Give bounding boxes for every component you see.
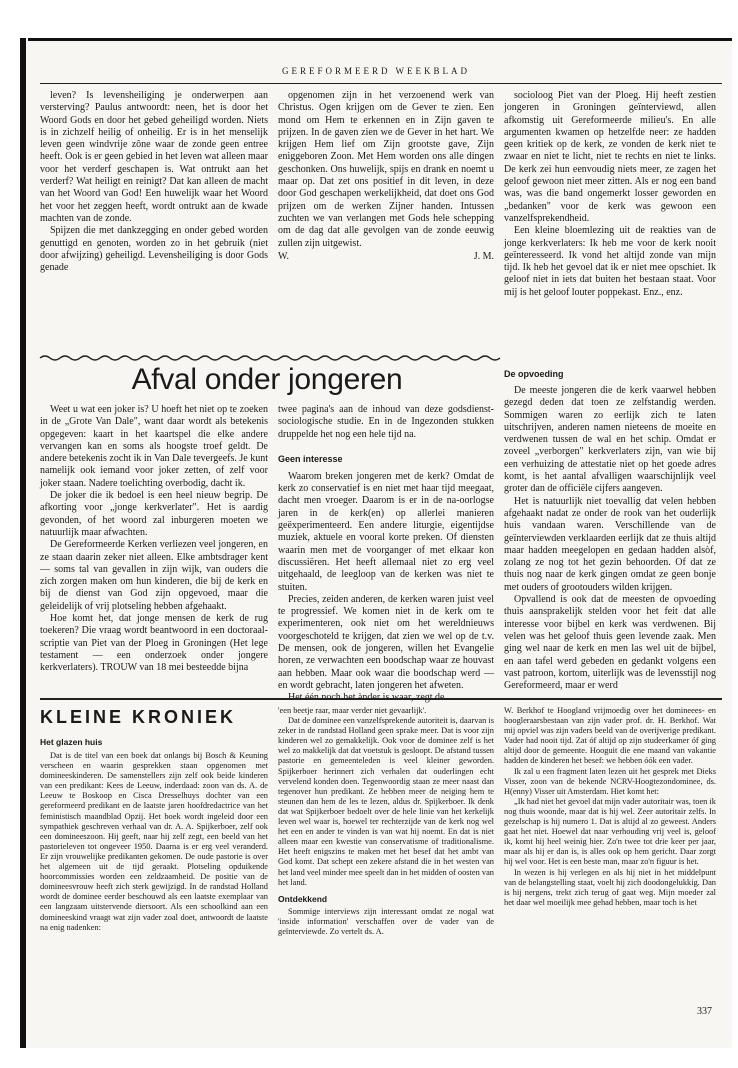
kroniek-column-3 [504, 706, 716, 1004]
kroniek-column-2 [278, 706, 494, 1008]
signature-line [278, 251, 494, 263]
top-column-1 [40, 90, 268, 352]
paragraph: Opvallend is ook dat de meesten de opvoeding thuis aansprakelijk stelden voor het feit dat alle interesse voor bijbel en kerk was verdwenen. Bij velen was het geloof thuis geen levende zaak. Men ging wel naar de kerk en men las wel uit de bijbel, en aan tafel werd gebeden en gedankt volgens een vast patroon, kortom, uiterlijk was de levensstijl nog Gereformeerd, maar er werd [504, 594, 716, 692]
binding-edge [20, 38, 26, 1048]
running-header: GEREFORMEERD WEEKBLAD [281, 66, 471, 76]
section-heading-geen-interesse: Geen interesse [278, 453, 343, 464]
paragraph: De meeste jongeren die de kerk vaarwel hebben gezegd deden dat toen ze zelfstandig werden. Sommigen waren zo eerlijk zich te laten uitschrijven, anderen namen nieteens de moeite en verdwenen tussen de wal en het schip. Omdat er zoveel „verborgen" kerkverlaters zijn, van wie bij een verhuizing de attestatie niet op het goede adres komt, is het aantal afvalligen waarschijnlijk veel groter dan de officiële cijfers aangeven. [504, 385, 716, 495]
paragraph: Waarom breken jongeren met de kerk? Omdat de kerk zo conservatief is en niet met haar tijd meegaat, dacht men vroeger. Daarom is er in de na-oorlogse jaren in de kerk(en) op allerlei manieren geëxperimenteerd. Een andere liturgie, eigentijdse muziek, aktuele en vooral korte preken. Of diensten waarin men met de voorganger of met elkaar kon discussiëren. Het heeft allemaal niet zo erg veel uitgehaald, de leegloop van de kerken was niet te stuiten. [278, 470, 494, 593]
kroniek-title: KLEINE KRONIEK [40, 707, 237, 727]
paragraph: Dat de dominee een vanzelfsprekende autoriteit is, daarvan is zeker in de randstad Holland geen sprake meer. Dat is voor zijn kinderen wel zo gemakkelijk. Ook voor de dominee zelf is het wel zo makkelijk dat dat voetstuk is gesloopt. De afstand tussen pastorie en gemeenteleden is veel kleiner geworden. Spijkerboer herinnert zich verhalen dat ouderlingen echt vervelend konden doen. Tegenwoordig staan ze meer naast dan tegenover hun predikant. Ze hebben meer de neiging hem te steunen dan hem de les te lezen, aldus dr. Spijkerboer. Ik denk dat wat Spijkerboer bedoelt over de hele linie van het kerkelijk leven wel waar is, hoewel ter rechterzijde van de kerk nog wel het een en ander te vinden is van wat hij noemt. En dat is niet alleen maar een kwestie van conservatisme of traditionalisme. Het heeft enigszins te maken met het besef dat het ambt van God komt. Dat schept een zekere afstand die in het westen van het land veel minder mee speelt dan in het midden of oosten van het land. [278, 716, 494, 887]
kroniek-divider [40, 698, 722, 700]
kroniek-heading-ontdekkend: Ontdekkend [278, 893, 328, 904]
paragraph: Een kleine bloemlezing uit de reakties van de jonge kerkverlaters: Ik heb me voor de kerk nooit geïnteresseerd. Ik vond het altijd zonde van mijn tijd. Ik heb het gevoel dat ik er niet mee opschiet. Ik geloof niet in iets dat buiten het bestaan staat. Voor mij is het geloof louter poppekast. Enz., enz. [504, 225, 716, 298]
paragraph: opgenomen zijn in het verzoenend werk van Christus. Ogen krijgen om de Gever te zien. Een mond om Hem te erkennen en in Zijn gaven te prijzen. In de gaven zien we de Gever in het hart. We krijgen Hem lief om Zijn grootste gave, Zijn eniggeboren Zoon. Met Hem worden ons alle dingen geschonken. Ons huwelijk, spijs en drank en noemt u maar op. Dat zet ons positief in dit leven, in deze door God geschapen werkelijkheid, dat doet ons God prijzen om de werken Zijner handen. Intussen zuchten we van verlangen met Gods hele schepping om de dag dat alle gevolgen van de zonde eeuwig zullen zijn uitgewist. [278, 90, 494, 249]
paragraph: De joker die ik bedoel is een heel nieuw begrip. De afkorting voor „jonge kerkverlater". Het is aardig gevonden, of het woord zal inburgeren moeten we natuurlijk maar afwachten. [40, 490, 268, 538]
article-column-1 [40, 404, 268, 694]
paragraph: 'een beetje raar, maar verder niet gevaarlijk'. [278, 706, 427, 715]
paragraph: In wezen is hij verlegen en als hij niet in het middelpunt van de belangstelling staat, voelt hij zich doodongelukkig. Dan is hij nergens, trekt zich terug of gaat weg. Mijn moeder zal het daar wel moeilijk mee gehad hebben, maar toch is het [504, 867, 716, 907]
paragraph: Precies, zeiden anderen, de kerken waren juist veel te progressief. We komen niet in de kerk om te experimenteren, ook niet om het wereldnieuws voorgeschoteld te krijgen, dat zien we wel op de t.v. De mensen, ook de jongeren, willen het Evangelie horen, ze verwachten een boodschap waar ze houvast aan hebben. Maar ook waar die boodschap werd — en wordt gebracht, laten jongeren het afweten. [278, 593, 494, 691]
paragraph: Ik zal u een fragment laten lezen uit het gesprek met Dieks Visser, zoon van de bekende NCRV-Hoogtezondominee, ds. H(enny) Visser uit Amsterdam. Hiet komt het: [504, 766, 716, 796]
paragraph: socioloog Piet van der Ploeg. Hij heeft zestien jongeren in Groningen geïnterviewd, allen afkomstig uit Gereformeerde milieu's. En alle argumenten kwamen op hetzelfde neer: ze hadden geen kritiek op de kerk, ze vonden de kerk niet te zwaar en niet te licht, niet te rechts en niet te links. De kerk zei hun eenvoudig niets meer, ze zagen het geloof gewoon niet meer zitten. Als er nog een band was, was die band ongemerkt losser geworden en „bedanken" voor de kerk was gewoon een vanzelfsprekendheid. [504, 90, 716, 224]
signature-left: W. [278, 250, 290, 262]
paragraph: De Gereformeerde Kerken verliezen veel jongeren, en ze staan daarin zeker niet alleen. Elke ambtsdrager kent — soms tal van gevallen in zijn wijk, van ouders die zich zorgen maken om hun kinderen, die bij de kerk en bij de dienst van God zijn opgevoed, maar die geleidelijk of vrij plotseling hebben afgehaakt. [40, 539, 268, 612]
page-number: 337 [697, 1006, 712, 1017]
paragraph: Het is natuurlijk niet toevallig dat velen hebben afgehaakt nadat ze onder de rook van het ouderlijk huis vandaan waren. Verschillende van de geïnterviewden verklaarden eerlijk dat ze thuis altijd maar hadden meegelopen en gedaan hadden alsòf, zolang ze nog tot het gezin behoorden. Of dat ze thuis nog naar de kerk gingen omdat ze geen bonje met ouders of grootouders wilden krijgen. [504, 495, 716, 593]
article-column-2 [278, 404, 494, 694]
paragraph: „Ik had niet het gevoel dat mijn vader autoritair was, toen ik nog thuis woonde, maar dat is hij wel. Zeer autoritair zelfs. In gezelschap is hij numero 1. Dat is altijd al zo geweest. Anders gaat het niet. Hoewel dat naar verhouding vrij veel is, geloof ik, komt hij heel weinig hier. Zo'n twee tot drie keer per jaar, maar als hij er dan is, is alles ook op hem gericht. Daar zorgt hij wel voor. Het is een beste man, maar zo'n figuur is het. [504, 796, 716, 867]
header-divider [40, 83, 722, 84]
top-column-2 [278, 90, 494, 352]
kroniek-subheading: Het glazen huis [40, 737, 103, 747]
top-column-3 [504, 90, 716, 348]
paragraph: Hoe komt het, dat jonge mensen de kerk de rug toekeren? Die vraag wordt beantwoord in een doctoraal-scriptie van Piet van der Ploeg in Groningen (Het lege testament — een onderzoek onder jongere kerkverlaters). TROUW van 18 mei besteedde bijna [40, 613, 268, 674]
paragraph: W. Berkhof te Hoogland vrijmoedig over het domineees- en hoogleraarsbestaan van zijn vader prof. dr. H. Berkhof. Wat mij opviel was zijn vaders beeld van de overijverige predikant. Vader had nooit tijd. Zat óf altijd op zijn studeerkamer óf ging altijd door de gemeente. Hooguit die ene maand van vakantie hadden de kinderen het besef: we hebben óók een vader. [504, 706, 716, 766]
paragraph: Weet u wat een joker is? U hoeft het niet op te zoeken in de „Grote Van Dale", want daar wordt als betekenis opgegeven: kaart in het kaartspel die elke andere vervangen kan en soms als hoogste troef geldt. De andere betekenis zocht ik in Van Dale tevergeefs. Je kunt namelijk ook iemand voor joker zetten, of zelf voor joker staan. Nadere toelichting overbodig, dacht ik. [40, 404, 268, 489]
paragraph: twee pagina's aan de inhoud van deze godsdienst-sociologische studie. En in de Ingezonden stukken druppelde het nog een hele tijd na. [278, 404, 494, 440]
signature-right: J. M. [473, 250, 494, 262]
paragraph: Spijzen die met dankzegging en onder gebed worden genuttigd en genoten, worden zo in het gebruik (niet door afwijzing) geheiligd. Levensheiliging is door Gods genade [40, 225, 268, 274]
top-rule [28, 38, 732, 41]
section-heading-opvoeding: De opvoeding [504, 369, 564, 379]
paragraph: leven? Is levensheiliging je onderwerpen aan versterving? Paulus antwoordt: neen, het is door het Woord Gods en door het gebed geheiligd worden. Niets is in zichzelf heilig of onheilig. Er is in het menselijk leven geen windvrije zône waar de zonde geen entree heeft. Ook is er geen gebied in het leven wat alleen maar voor het verderf geschapen is. Wat ontrukt aan het verderf? Wat heiligt en reinigt? Dat kan alleen de macht van het Woord van God! Een huwelijk waar het Woord het voor het zeggen heeft, wordt ontrukt aan de kwade machten van de zonde. [40, 90, 268, 224]
paragraph: Sommige interviews zijn interessant omdat ze nogal wat 'inside information' verschaffen over de vader van de geïnterviewde. Zo vertelt ds. A. [278, 906, 494, 936]
magazine-page [20, 38, 732, 1048]
article-column-3 [504, 368, 716, 694]
paragraph: Dat is de titel van een boek dat onlangs bij Bosch & Keuning verscheen en waarin gesprekken staan opgenomen met domineeskinderen. De samenstellers zijn zelf ook beide kinderen van een predikant: Kees de Leeuw, inderdaad: zoon van ds. A. de Leeuw te Boskoop en Cisca Dresselhuys dochter van een gereformeerd predikant en de laatste jaren hoofdredactrice van het feministisch maandblad Opzij. Het boek wordt ingeleid door een sympathiek geschreven verhaal van dr. A. A. Spijkerboer, zelf ook een domineeszoon. Hij geeft, naar hij zelf zegt, een beeld van het pastorieleven tot ongeveer 1950. Daarna is er erg veel veranderd. Er zijn vrouwelijke predikanten gekomen. De oude pastorie is over het algemeen uit de tijd geraakt. Plotseling opduikende hoorcommissies worden een zeldzaamheid. De positie van de domineesvrouw heeft zich sterk gewijzigd. In de randstad Holland wordt de dominee eerder beschouwd als een laatste exemplaar van een langzaam uitstervende diersoort. Als een schoolkind aan een domineeskind vraagt wat zijn vader zoal doet, antwoordt de laatste na enig nadenken: [40, 751, 268, 932]
kroniek-column-1 [40, 736, 268, 1008]
article-headline: Afval onder jongeren [131, 363, 403, 396]
